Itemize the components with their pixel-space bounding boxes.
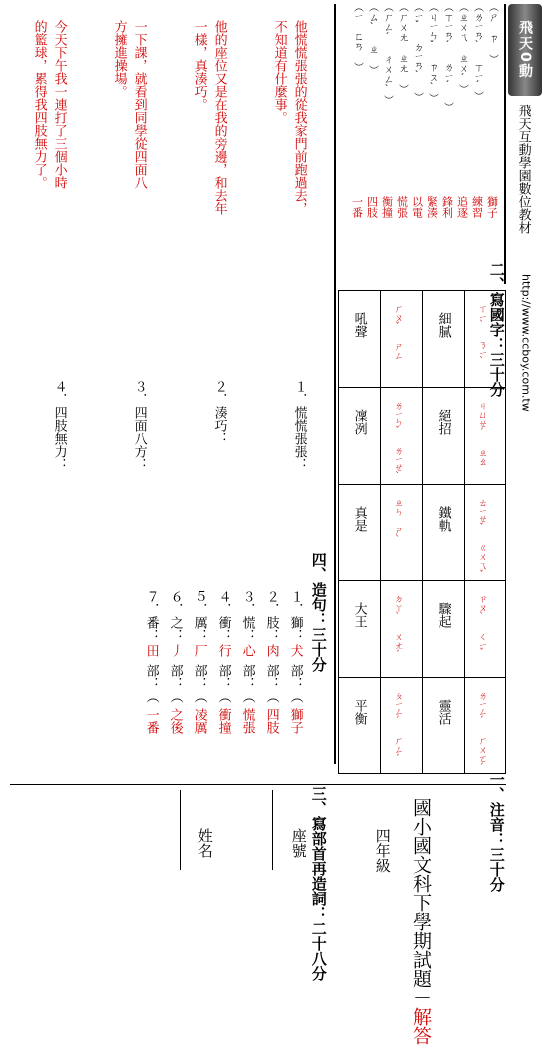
radical-blank: 部：（ [239,664,255,703]
radical-question: ４．衝： [215,590,231,642]
section-4-title: 四、造句：三十分 [309,552,328,672]
table-word: 大王 [351,602,367,629]
grid-hline [338,580,506,581]
sentence-prompt: ２．湊巧： [211,380,227,445]
radical-word: 四肢 [263,708,279,734]
page-title-main: 國小國文科下學期試題－ [409,798,432,1007]
zhuyin-answer: 一番 [350,196,364,218]
sentence-prompt: １．慌慌張張： [291,380,307,471]
radical-question: １．獅： [287,590,303,642]
zhuyin-answer: 衡撞 [380,196,394,218]
radical-question: ３．慌： [239,590,255,642]
sentence-answer-cont: 方擁進操場。 [111,20,127,98]
table-word: 吼聲 [351,312,367,338]
column-divider [334,4,336,764]
table-phonetic: ㄐㄩㄝˊ ㄓㄠ [476,400,487,466]
seat-label: 座號 [289,828,308,858]
radical-word: 一番 [143,708,159,734]
zhuyin-answer: 慌張 [395,196,409,218]
name-blank[interactable] [180,790,181,870]
grid-vline [380,290,381,774]
logo-text: 飛天0動 [517,20,533,80]
table-word: 絕招 [435,408,451,435]
radical-blank: 部：（ [263,664,279,703]
radical-blank: 部：（ [167,664,183,703]
brand-title: 飛天互動學園數位教材 [515,104,531,234]
grid-vline [464,290,465,774]
zhuyin-question: （ㄓㄨㄟ ㄓㄨˊ） [456,2,468,94]
radical-question: ２．肢： [263,590,279,642]
table-word: 鐵軌 [435,505,451,532]
sentence-answer-cont: 一樣，真湊巧。 [191,20,207,111]
radical-answer: 田 [143,644,159,657]
zhuyin-question: （ㄌㄧㄢˋ ㄒㄧˊ） [471,2,483,101]
radical-answer: 行 [215,644,231,657]
zhuyin-question: （ㄕ ㄗ ） [486,2,498,64]
grid-hline [338,387,506,388]
grid-hline [338,677,506,678]
radical-blank: 部：（ [143,664,159,703]
zhuyin-question: （ㄧˇ ㄉㄧㄢˋ ） [411,2,423,102]
section-3-title: 三、寫部首再造詞：二十八分 [309,786,328,981]
radical-word: 獅子 [287,708,303,734]
zhuyin-question: （ㄧ ㄈㄢ ） [351,2,363,72]
sentence-answer: 他的座位又是在我的旁邊，和去年 [211,20,227,215]
table-word: 靈活 [435,699,451,726]
sentence-prompt: ３．四面八方： [131,380,147,471]
radical-question: ５．厲： [191,590,207,642]
table-phonetic: ㄏㄡˇ ㄕㄥ [392,304,403,360]
radical-answer: 心 [239,644,255,657]
table-word: 真是 [351,505,367,532]
table-word: 驟起 [435,602,451,629]
grid-hline [338,484,506,485]
radical-answer: 肉 [263,644,279,657]
radical-blank: 部：（ [287,664,303,703]
grade-label: 四年級 [373,828,392,873]
zhuyin-answer: 追逐 [455,196,469,218]
table-phonetic: ㄒㄧˋ ㄋㄧˋ [476,304,487,367]
sentence-answer-cont: 的籃球，累得我四肢無力了。 [31,20,47,189]
radical-blank: 部：（ [215,664,231,703]
seat-blank[interactable] [272,790,273,870]
table-word: 細膩 [435,312,451,338]
footer-divider [10,784,506,785]
section-2-title: 二、寫國字：三十分 [487,262,506,397]
sentence-answer: 一下課，就看到同學從四面八 [131,20,147,189]
radical-word: 凌厲 [191,708,207,734]
zhuyin-question: （ㄏㄥˊ ㄔㄨㄥˋ） [381,2,393,105]
radical-answer: 丿 [167,644,183,657]
zhuyin-answer: 鋒利 [440,196,454,218]
table-phonetic: ㄉㄚˋ ㄨㄤˊ [392,594,403,661]
table-word: 凜冽 [351,408,367,435]
table-phonetic: ㄓㄣ ㄕˋ [392,497,403,545]
radical-answer: 犬 [287,644,303,657]
section-1-title: 一、注音：三十分 [487,772,506,892]
zhuyin-answer: 以電 [410,196,424,218]
sentence-prompt: ４．四肢無力： [51,380,67,471]
page-title [410,798,430,1045]
zhuyin-question: （ㄒㄧㄢˊ ㄌㄧˊ ） [441,2,453,112]
answer-label: 解答 [409,1007,432,1045]
table-phonetic: ㄌㄧㄣˇ ㄌㄧㄝˋ [392,400,403,482]
radical-word: 之後 [167,708,183,734]
table-phonetic: ㄗㄡˋ ㄑㄧˇ [476,594,487,659]
site-url: http://www.ccboy.com.tw [519,274,533,412]
sentence-answer: 今天下午我一連打了三個小時 [51,20,67,189]
zhuyin-question: （ㄐㄧㄣˇ ㄗㄡˋ） [426,2,438,103]
zhuyin-question: （ㄏㄨㄤ ㄓㄤ ） [396,2,408,94]
table-phonetic: ㄌㄧㄥˊ ㄏㄨㄛˊ [476,691,487,774]
grid-vline [422,290,423,774]
sentence-answer-cont: 不知道有什麼事。 [271,20,287,124]
radical-question: ７．番： [143,590,159,642]
logo [508,4,542,96]
table-phonetic: ㄊㄧㄝˇ ㄍㄨㄟˇ [476,497,487,580]
zhuyin-answer: 練習 [470,196,484,218]
zhuyin-answer: 緊湊 [425,196,439,218]
zhuyin-answer: 獅子 [485,196,499,218]
table-phonetic: ㄆㄧㄥˊ ㄏㄥˊ [392,691,403,765]
radical-answer: 厂 [191,644,207,657]
sentence-answer: 他慌慌張張的從我家門前跑過去， [291,20,307,215]
table-word: 平衡 [351,699,367,726]
zhuyin-question: （ㄙˋ ㄓ ） [366,2,378,75]
radical-word: 慌張 [239,708,255,734]
name-label: 姓名 [195,828,214,858]
radical-question: ６．之： [167,590,183,642]
radical-word: 衝撞 [215,708,231,734]
zhuyin-answer: 四肢 [365,196,379,218]
header-divider [504,4,506,284]
radical-blank: 部：（ [191,664,207,703]
